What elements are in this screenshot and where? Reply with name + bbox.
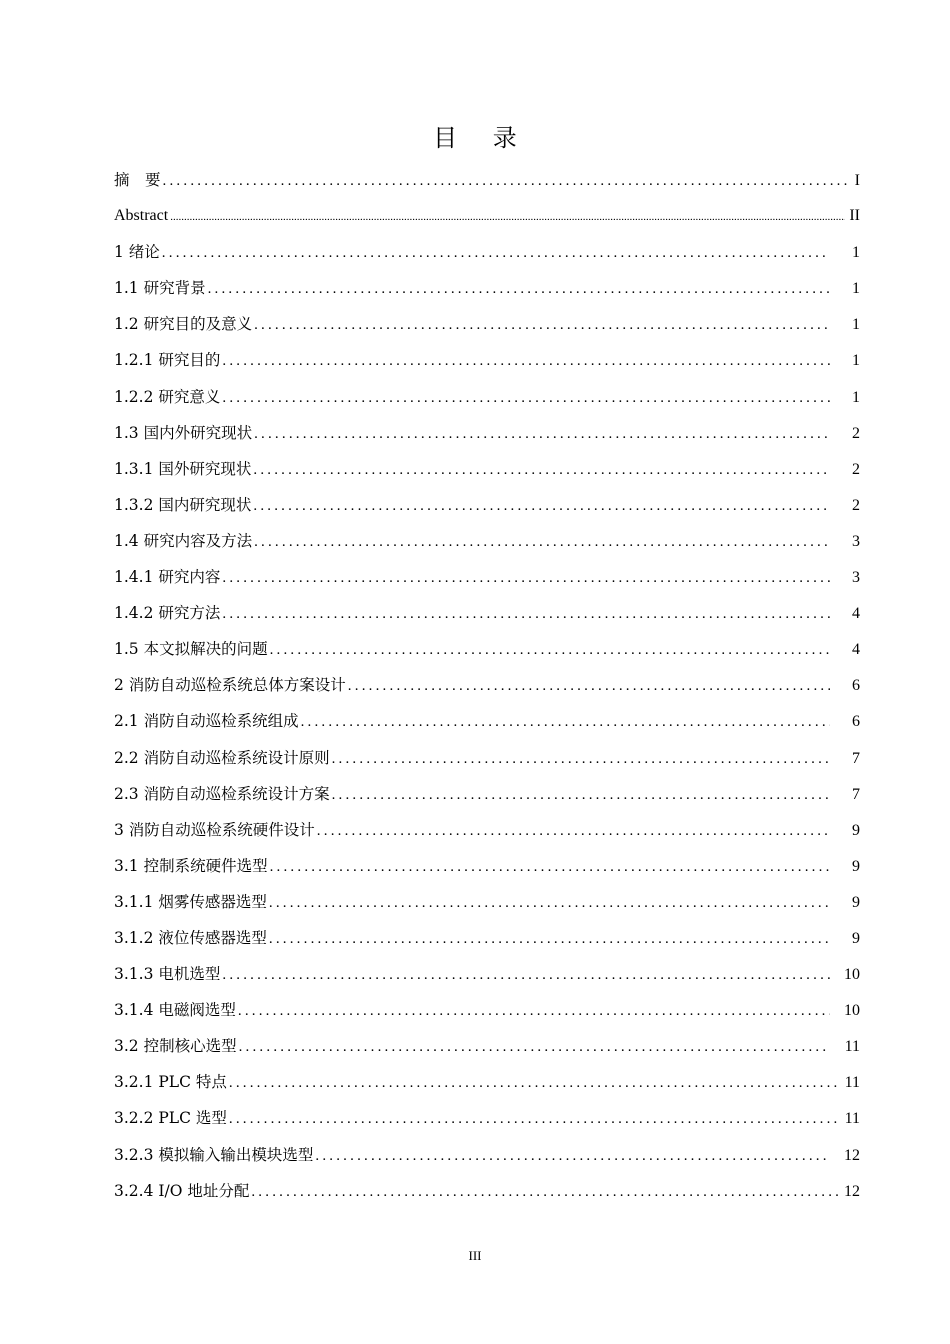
toc-dot-leader xyxy=(317,813,830,849)
toc-entry-page: 3 xyxy=(852,532,860,550)
toc-entry-label: 1.2.2 研究意义 xyxy=(114,387,221,406)
toc-entry-page: 7 xyxy=(852,785,860,803)
toc-entry-page: 2 xyxy=(852,496,860,514)
toc-entry-label: 3.2.2 PLC 选型 xyxy=(114,1109,227,1128)
toc-entry-page: 12 xyxy=(844,1182,860,1200)
toc-entry-label: Abstract xyxy=(114,207,169,225)
toc-entry-label: 1.2 研究目的及意义 xyxy=(114,315,253,334)
toc-entry[interactable] xyxy=(114,848,860,884)
toc-dot-leader xyxy=(251,1174,840,1210)
toc-entry-page: 6 xyxy=(852,713,860,731)
toc-entry-page: 6 xyxy=(852,677,860,695)
toc-entry[interactable] xyxy=(114,162,860,198)
toc-dot-leader xyxy=(269,885,830,921)
toc-entry[interactable] xyxy=(114,415,860,451)
toc-entry[interactable] xyxy=(114,451,860,487)
toc-entry-page: 1 xyxy=(852,316,860,334)
toc-dot-leader xyxy=(222,596,830,632)
toc-entry-page: 9 xyxy=(852,857,860,875)
toc-entry-page: 3 xyxy=(852,569,860,587)
table-of-contents xyxy=(114,162,860,1209)
toc-entry-label: 3.2.1 PLC 特点 xyxy=(114,1073,227,1092)
toc-entry[interactable] xyxy=(114,559,860,595)
toc-entry-label: 1.3.1 国外研究现状 xyxy=(114,459,252,478)
toc-dot-leader xyxy=(269,921,830,957)
toc-entry[interactable] xyxy=(114,270,860,306)
toc-dot-leader xyxy=(253,488,830,524)
toc-entry[interactable] xyxy=(114,812,860,848)
toc-entry-page: 9 xyxy=(852,929,860,947)
toc-dot-leader xyxy=(162,235,830,271)
toc-entry[interactable] xyxy=(114,740,860,776)
toc-dot-leader xyxy=(238,993,830,1029)
toc-entry[interactable] xyxy=(114,956,860,992)
toc-entry[interactable] xyxy=(114,1173,860,1209)
toc-dot-leader xyxy=(332,777,830,813)
toc-entry-page: 9 xyxy=(852,893,860,911)
toc-entry-label: 2 消防自动巡检系统总体方案设计 xyxy=(114,676,346,695)
toc-dot-leader xyxy=(208,271,830,307)
toc-dot-leader xyxy=(253,452,830,488)
toc-entry-page: 4 xyxy=(852,605,860,623)
toc-entry-label: 3.2.3 模拟输入输出模块选型 xyxy=(114,1145,314,1164)
toc-entry-label: 2.3 消防自动巡检系统设计方案 xyxy=(114,784,330,803)
toc-entry-page: 11 xyxy=(844,1038,860,1056)
toc-entry[interactable] xyxy=(114,198,860,234)
toc-entry[interactable] xyxy=(114,1100,860,1136)
toc-entry-page: 10 xyxy=(844,966,860,984)
toc-entry[interactable] xyxy=(114,776,860,812)
toc-entry-label: 3.1.3 电机选型 xyxy=(114,965,221,984)
page-number: III xyxy=(468,1248,482,1263)
toc-dot-leader xyxy=(254,416,830,452)
toc-entry-page: 12 xyxy=(844,1146,860,1164)
toc-entry-page: 1 xyxy=(852,244,860,262)
toc-dot-leader xyxy=(254,524,830,560)
toc-dot-leader xyxy=(254,307,830,343)
toc-entry-label: 1.1 研究背景 xyxy=(114,279,206,298)
toc-entry[interactable] xyxy=(114,342,860,378)
toc-dot-leader xyxy=(332,741,830,777)
toc-entry-page: 1 xyxy=(852,352,860,370)
toc-entry-label: 3.1 控制系统硬件选型 xyxy=(114,856,268,875)
toc-entry[interactable] xyxy=(114,379,860,415)
toc-dot-leader xyxy=(270,849,830,885)
toc-entry-label: 1.3 国内外研究现状 xyxy=(114,423,253,442)
toc-entry-label: 1 绪论 xyxy=(114,243,160,262)
toc-dot-leader xyxy=(222,343,830,379)
toc-entry-label: 3.2 控制核心选型 xyxy=(114,1037,237,1056)
toc-entry[interactable] xyxy=(114,920,860,956)
toc-entry-label: 2.1 消防自动巡检系统组成 xyxy=(114,712,299,731)
toc-entry-page: 1 xyxy=(852,388,860,406)
toc-entry-label: 2.2 消防自动巡检系统设计原则 xyxy=(114,748,330,767)
toc-entry-page: 11 xyxy=(844,1074,860,1092)
toc-entry-label: 3.1.4 电磁阀选型 xyxy=(114,1001,236,1020)
toc-entry-page: 2 xyxy=(852,460,860,478)
toc-entry-page: 10 xyxy=(844,1002,860,1020)
toc-entry[interactable] xyxy=(114,1028,860,1064)
toc-entry-label: 1.4 研究内容及方法 xyxy=(114,531,253,550)
toc-entry-label: 1.4.1 研究内容 xyxy=(114,568,221,587)
toc-entry-page: 1 xyxy=(852,280,860,298)
toc-entry[interactable] xyxy=(114,523,860,559)
toc-dot-leader xyxy=(222,957,830,993)
toc-dot-leader xyxy=(348,668,830,704)
toc-entry-label: 3.1.1 烟雾传感器选型 xyxy=(114,892,267,911)
toc-entry[interactable] xyxy=(114,631,860,667)
toc-dot-leader xyxy=(222,380,830,416)
toc-entry-label: 3.1.2 液位传感器选型 xyxy=(114,928,267,947)
toc-entry-page: II xyxy=(849,207,860,225)
toc-entry-page: 4 xyxy=(852,641,860,659)
toc-dot-leader xyxy=(229,1101,841,1137)
toc-entry[interactable] xyxy=(114,667,860,703)
toc-entry-page: 9 xyxy=(852,821,860,839)
toc-entry[interactable] xyxy=(114,1064,860,1100)
toc-dot-leader xyxy=(229,1065,841,1101)
toc-entry[interactable] xyxy=(114,487,860,523)
toc-entry[interactable] xyxy=(114,306,860,342)
toc-entry-label: 3.2.4 I/O 地址分配 xyxy=(114,1181,250,1200)
toc-dot-leader xyxy=(239,1029,830,1065)
toc-entry-label: 1.3.2 国内研究现状 xyxy=(114,495,252,514)
toc-entry-page: 11 xyxy=(844,1110,860,1128)
toc-entry[interactable] xyxy=(114,884,860,920)
toc-entry-label: 摘 要 xyxy=(114,171,161,189)
toc-entry[interactable] xyxy=(114,595,860,631)
toc-entry[interactable] xyxy=(114,234,860,270)
toc-entry-page: 7 xyxy=(852,749,860,767)
toc-dot-leader xyxy=(301,704,830,740)
page-title: 目 录 xyxy=(433,124,531,152)
toc-entry-page: 2 xyxy=(852,424,860,442)
toc-entry-label: 1.2.1 研究目的 xyxy=(114,351,221,370)
toc-dot-leader xyxy=(270,632,830,668)
toc-dot-leader xyxy=(170,199,845,235)
toc-dot-leader xyxy=(315,1138,830,1174)
toc-dot-leader xyxy=(163,163,851,199)
toc-entry[interactable] xyxy=(114,703,860,739)
toc-entry[interactable] xyxy=(114,1137,860,1173)
toc-entry-label: 3 消防自动巡检系统硬件设计 xyxy=(114,820,315,839)
toc-entry-label: 1.5 本文拟解决的问题 xyxy=(114,640,268,659)
toc-dot-leader xyxy=(222,560,830,596)
toc-entry[interactable] xyxy=(114,992,860,1028)
toc-entry-label: 1.4.2 研究方法 xyxy=(114,604,221,623)
toc-entry-page: I xyxy=(854,172,860,189)
